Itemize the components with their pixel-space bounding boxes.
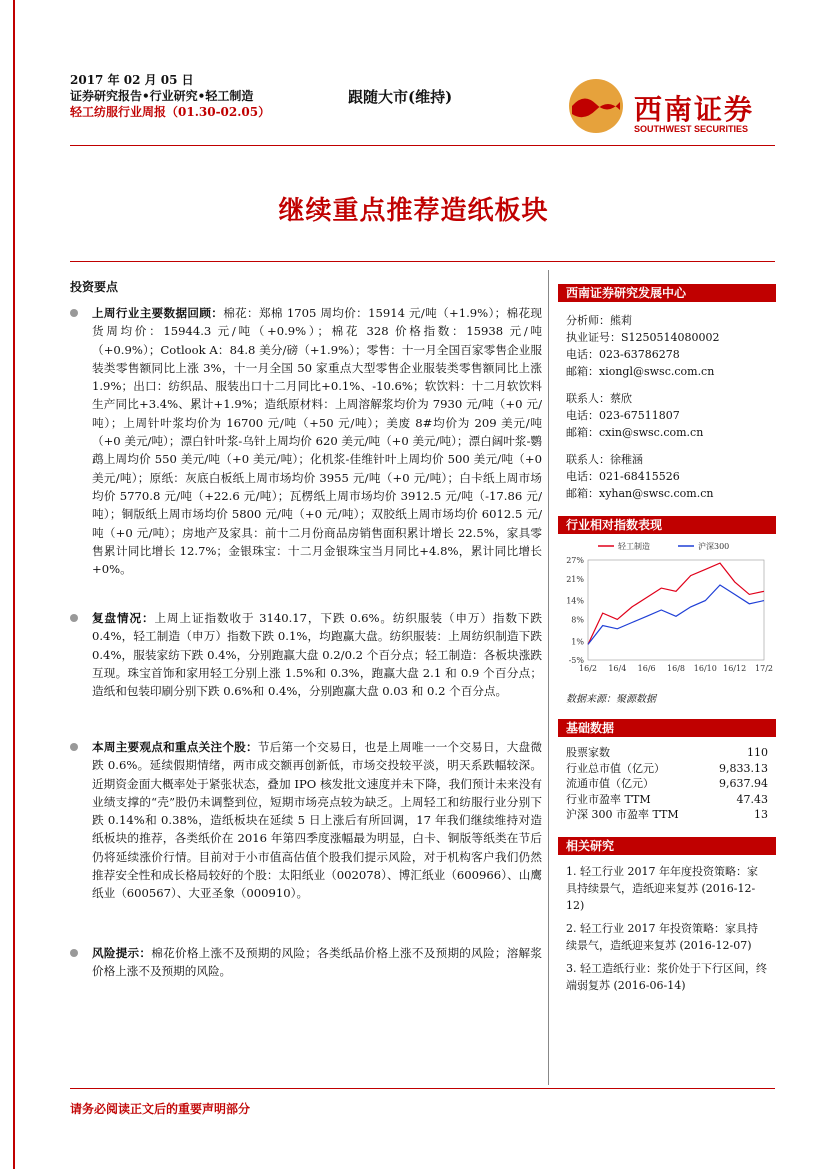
basic-key: 行业市盈率 TTM xyxy=(566,792,651,806)
contact-phone: 电话：023-67511807 xyxy=(566,409,680,422)
logo-text-cn: 西南证券 xyxy=(634,93,755,126)
header-block xyxy=(70,72,370,120)
chart-source: 数据来源：聚源数据 xyxy=(566,694,656,705)
basic-key: 股票家数 xyxy=(566,746,610,759)
bullet-text: 上周上证指数收于 3140.17，下跌 0.6%。纺织服装（申万）指数下跌 0.4%，轻工制造（申万）指数下跌 0.1%，均跑赢大盘。纺织服装：上周纺织制造下跌 0.4%，服装家纺下跌 0.4%，分别跑赢大盘 0.2/0.2 个百分点；轻工制造：各板块涨跌互现。珠宝首饰和家用轻工分别上涨 1.5%和 0.3%，跑赢大盘 2.1 和 0.9 个百分点；造纸和包装印刷分别下跌 0.6%和 0.4%，分别跑赢大盘 0.03 和 0.2 个百分点。 xyxy=(92,611,542,699)
bullet-views xyxy=(70,738,542,903)
bullet-text: 节后第一个交易日，也是上周唯一一个交易日，大盘微跌 0.6%。延续假期情绪，两市成交额再创新低，市场交投较平淡，明天系跌幅较深。近期资金面大概率处于紧张状态，叠加 IPO 核发批文速度并未下降，我们预计未来没有业绩支撑的“壳”股仍未调整到位，短期市场亮点较为缺乏。上周轻工和纺服行业分别下跌 0.14%和 0.38%，造纸板块在延续 5 日上涨后有所回调，17 年我们继续维持对造纸板块的推荐，各类纸价在 2016 年第四季度涨幅最为明显，白卡、铜版等纸类在节后仍将延续涨价行情。目前对于小市值高估值个股我们提示风险，对于机构客户我们仍然推荐安全性和成长格局较好的个股：太阳纸业（002078）、博汇纸业（600966）、山鹰纸业（600567）、大亚圣象（000910）。 xyxy=(92,740,542,901)
logo-text-en: SOUTHWEST SECURITIES xyxy=(634,124,749,134)
sidebar xyxy=(558,284,776,1000)
bullet-text: 棉花：郑棉 1705 周均价：15914 元/吨（+1.9%）；棉花现货周均价：15944.3 元/吨（+0.9%）；棉花 328 价格指数：15938 元/吨（+0.9%）；Cotlook A：84.8 美分/磅（+1.9%）；零售：十一月全国百家零售企业服装类零售额同比上涨 3%，十一月全国 50 家重点大型零售企业服装类零售额同比上涨 1.9%；出口：纺织品、服装出口十二月同比+0.1%、-10.6%；软饮料：十二月软饮料生产同比+3.4%、累计+1.9%；造纸原材料：上周溶解浆均价为 7930 元/吨（+0 元/吨）；上周针叶浆均价为 16700 元/吨（+50 元/吨）；美废 8#均价为 209 美元/吨（+0 美元/吨）；漂白针叶浆-乌针上周均价 620 美元/吨（+0 美元/吨）；漂白阔叶浆-鹦鹉上周均价 550 美元/吨（+0 美元/吨）；化机浆-佳维针叶上周均价 500 美元/吨（+0 美元/吨）；原纸：灰底白板纸上周市场均价 3955 元/吨（+0 元/吨）；白卡纸上周市场均价 5770.8 元/吨（+22.6 元/吨）；瓦楞纸上周市场均价 3912.5 元/吨（-17.86 元/吨）；铜版纸上周市场均价 5800 元/吨（+0 元/吨）；双胶纸上周市场均价 6012.5 元/吨（+0 元/吨）；房地产及家具：前十二月份商品房销售面积累计增长 22.5%，家具零售累计同比增长 12.7%；金银珠宝：十二月金银珠宝当月同比+4.8%，累计同比增长+0%。 xyxy=(92,306,543,577)
related-item[interactable]: 3. 轻工造纸行业：浆价处于下行区间，终端弱复苏 (2016-06-14) xyxy=(566,961,767,992)
bullet-review xyxy=(70,609,542,700)
basic-data-table xyxy=(558,737,776,823)
bullet-lead: 复盘情况： xyxy=(92,611,155,625)
basic-key: 沪深 300 市盈率 TTM xyxy=(566,808,679,821)
index-chart xyxy=(558,538,776,688)
analyst-1 xyxy=(558,312,776,380)
contact-phone: 电话：021-68415526 xyxy=(566,470,680,483)
basic-value: 47.43 xyxy=(736,792,768,806)
analyst-cert: 执业证号：S1250514080002 xyxy=(566,331,720,344)
contact-email: 邮箱：cxin@swsc.com.cn xyxy=(566,426,704,439)
logo-icon xyxy=(566,76,626,136)
bullet-lead: 上周行业主要数据回顾： xyxy=(92,306,224,320)
page-title: 继续重点推荐造纸板块 xyxy=(278,196,549,226)
basic-key: 流通市值（亿元） xyxy=(566,777,654,790)
footer-rule xyxy=(70,1088,775,1089)
basic-row xyxy=(566,761,768,777)
section-title: 投资要点 xyxy=(70,280,119,294)
legend-label: 沪深300 xyxy=(698,542,730,551)
y-tick-label: 8% xyxy=(571,615,584,625)
analyst-name: 分析师：熊莉 xyxy=(566,314,632,327)
chart-title: 行业相对指数表现 xyxy=(558,516,776,534)
report-date: 2017 年 02 月 05 日 xyxy=(70,73,194,87)
x-tick-label: 16/12 xyxy=(723,664,747,673)
footer-note: 请务必阅读正文后的重要声明部分 xyxy=(70,1102,251,1116)
x-tick-label: 16/10 xyxy=(693,664,717,673)
basic-row xyxy=(566,792,768,808)
basic-row xyxy=(566,776,768,792)
contact-name: 联系人：蔡欣 xyxy=(566,392,632,405)
basic-value: 13 xyxy=(754,808,768,821)
related-title: 相关研究 xyxy=(558,837,776,855)
bullet-icon xyxy=(70,743,78,751)
x-tick-label: 16/8 xyxy=(667,664,685,673)
bullet-risk xyxy=(70,944,542,981)
series-line-1 xyxy=(588,563,764,644)
left-border xyxy=(13,0,15,1169)
contact-name: 联系人：徐稚涵 xyxy=(566,453,643,466)
header-rule xyxy=(70,145,775,146)
related-item[interactable]: 1. 轻工行业 2017 年年度投资策略：家具持续景气，造纸迎来复苏 (2016-12-12) xyxy=(566,864,758,912)
related-item[interactable]: 2. 轻工行业 2017 年投资策略：家具持续景气，造纸迎来复苏 (2016-12-07) xyxy=(566,921,758,952)
title-rule xyxy=(70,261,775,262)
bullet-icon xyxy=(70,949,78,957)
x-tick-label: 16/2 xyxy=(579,664,597,673)
legend-label: 轻工制造 xyxy=(618,542,650,551)
sidebar-center-title: 西南证券研究发展中心 xyxy=(558,284,776,302)
basic-key: 行业总市值（亿元） xyxy=(566,761,665,775)
x-tick-label: 16/4 xyxy=(608,664,627,673)
basic-value: 9,637.94 xyxy=(719,777,768,790)
y-tick-label: 14% xyxy=(566,596,584,606)
bullet-lead: 风险提示： xyxy=(92,946,152,960)
y-tick-label: 21% xyxy=(566,574,584,584)
series-line-2 xyxy=(588,585,764,644)
basic-row xyxy=(566,745,768,761)
basic-data-title: 基础数据 xyxy=(558,719,776,737)
basic-value: 9,833.13 xyxy=(719,761,768,775)
y-tick-label: 1% xyxy=(571,637,584,647)
x-tick-label: 16/6 xyxy=(637,664,656,673)
bullet-icon xyxy=(70,309,78,317)
analyst-phone: 电话：023-63786278 xyxy=(566,348,680,361)
y-tick-label: -5% xyxy=(568,656,584,665)
basic-value: 110 xyxy=(747,746,768,759)
basic-row xyxy=(566,807,768,823)
x-tick-label: 17/2 xyxy=(755,664,773,673)
analyst-email: 邮箱：xiongl@swsc.com.cn xyxy=(566,365,715,378)
y-tick-label: 27% xyxy=(566,556,584,565)
report-series: 证券研究报告•行业研究•轻工制造 xyxy=(70,89,254,103)
contact-1 xyxy=(558,390,776,441)
contact-email: 邮箱：xyhan@swsc.com.cn xyxy=(566,487,714,500)
chart-frame xyxy=(588,560,764,660)
column-divider xyxy=(548,270,549,1085)
related-list xyxy=(558,855,776,994)
rating: 跟随大市(维持) xyxy=(348,88,453,106)
bullet-text: 棉花价格上涨不及预期的风险；各类纸品价格上涨不及预期的风险；溶解浆价格上涨不及预期的风险。 xyxy=(92,946,542,979)
contact-2 xyxy=(558,451,776,502)
bullet-lead: 本周主要观点和重点关注个股： xyxy=(92,740,258,754)
bullet-icon xyxy=(70,614,78,622)
report-name: 轻工纺服行业周报（01.30-02.05） xyxy=(70,105,271,119)
bullet-weekly-data xyxy=(70,304,542,578)
